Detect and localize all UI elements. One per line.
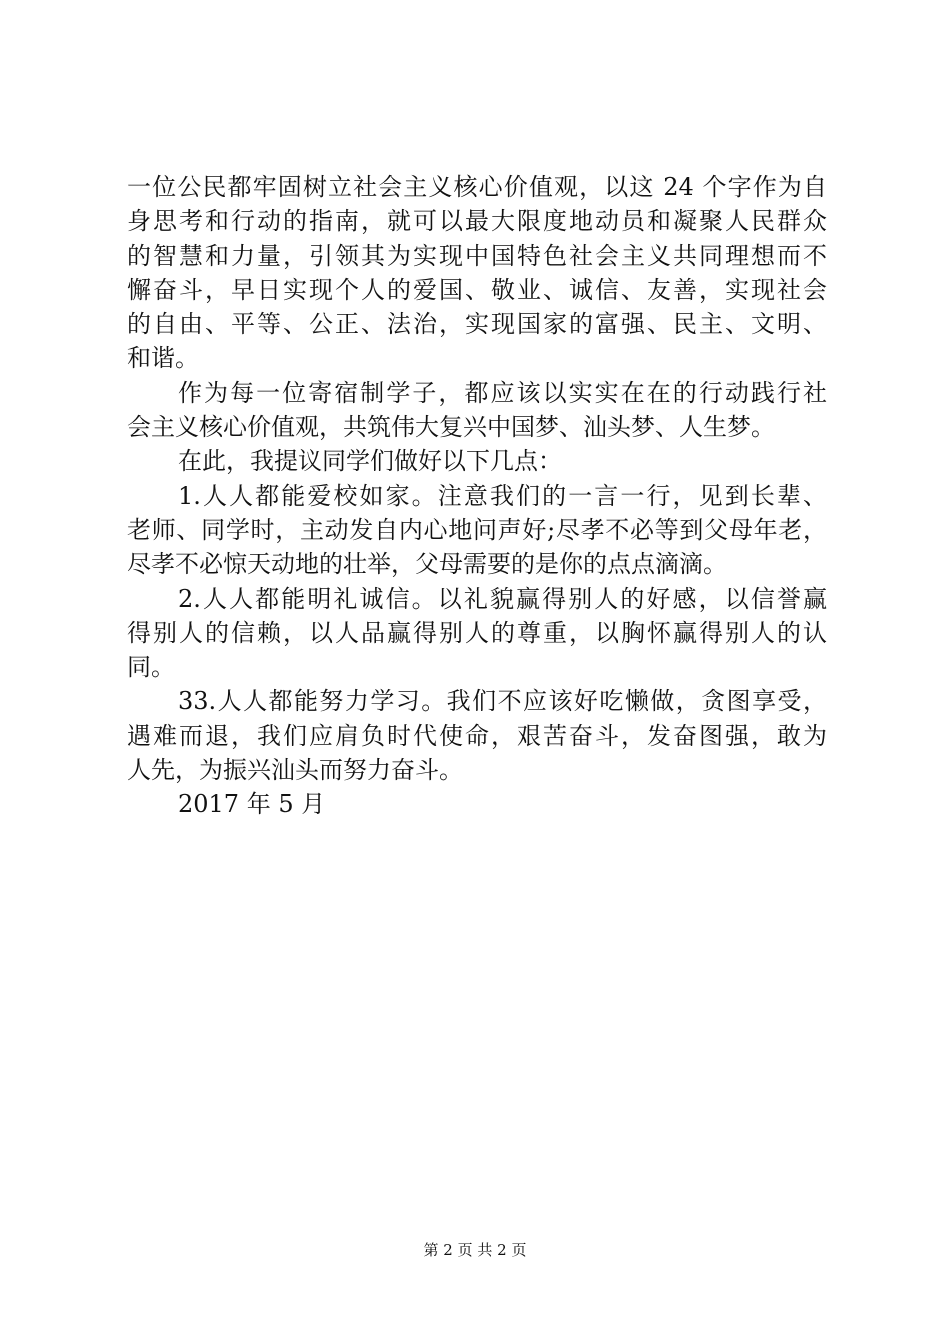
paragraph-4 xyxy=(127,479,827,582)
paragraph-2 xyxy=(127,376,827,445)
text-line: 一位公民都牢固树立社会主义核心价值观，以这 24 个字作为自 xyxy=(127,173,827,201)
text-line: 人先，为振兴汕头而努力奋斗。 xyxy=(127,756,463,785)
text-line: 1.人人都能爱校如家。注意我们的一言一行，见到长辈、 xyxy=(178,481,827,510)
text-line: 懈奋斗，早日实现个人的爱国、敬业、诚信、友善，实现社会 xyxy=(127,275,827,304)
page-number-footer: 第 2 页 共 2 页 xyxy=(423,1241,527,1259)
text-line: 同。 xyxy=(127,653,175,682)
date-text: 2017 年 5 月 xyxy=(178,790,326,819)
text-line: 2.人人都能明礼诚信。以礼貌赢得别人的好感，以信誉赢 xyxy=(178,584,827,613)
date-line xyxy=(127,787,827,821)
text-line: 会主义核心价值观，共筑伟大复兴中国梦、汕头梦、人生梦。 xyxy=(127,413,775,442)
paragraph-3 xyxy=(127,444,827,478)
text-line: 的自由、平等、公正、法治，实现国家的富强、民主、文明、 xyxy=(127,310,827,339)
text-line: 的智慧和力量，引领其为实现中国特色社会主义共同理想而不 xyxy=(127,241,827,270)
text-line: 老师、同学时，主动发自内心地问声好;尽孝不必等到父母年老， xyxy=(127,515,827,544)
text-line: 作为每一位寄宿制学子，都应该以实实在在的行动践行社 xyxy=(178,378,827,407)
text-line: 遇难而退，我们应肩负时代使命，艰苦奋斗，发奋图强，敢为 xyxy=(127,721,827,750)
text-line: 身思考和行动的指南，就可以最大限度地动员和凝聚人民群众 xyxy=(127,207,827,236)
paragraph-6 xyxy=(127,684,827,787)
text-line: 和谐。 xyxy=(127,344,199,373)
text-line: 33.人人都能努力学习。我们不应该好吃懒做，贪图享受， xyxy=(178,687,827,716)
paragraph-5 xyxy=(127,582,827,685)
text-line: 得别人的信赖，以人品赢得别人的尊重，以胸怀赢得别人的认 xyxy=(127,618,827,647)
document-body xyxy=(127,170,827,822)
paragraph-1 xyxy=(127,170,827,376)
text-line: 在此，我提议同学们做好以下几点： xyxy=(178,447,562,476)
text-line: 尽孝不必惊天动地的壮举，父母需要的是你的点点滴滴。 xyxy=(127,550,727,579)
